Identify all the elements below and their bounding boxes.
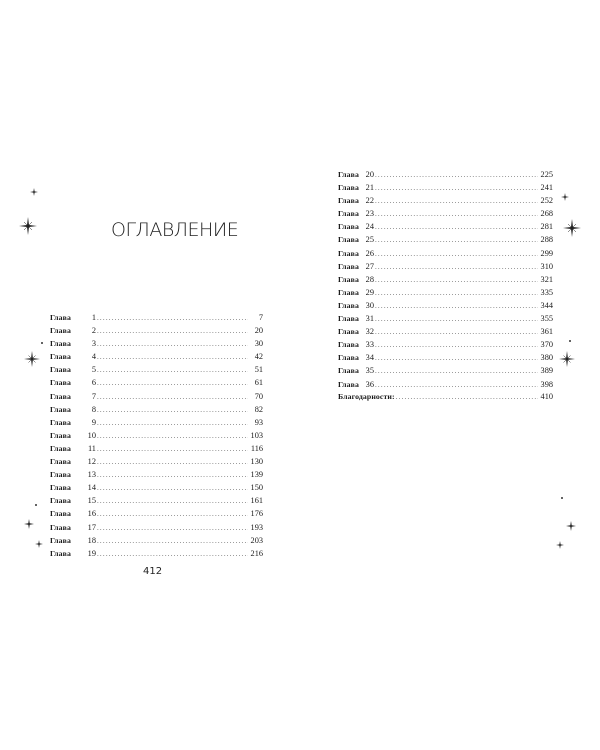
toc-entry-label: Глава [338,248,359,258]
toc-entry-label: Глава [50,535,71,545]
sparkle-icon [30,188,38,196]
toc-entry-label: Глава [338,209,359,219]
toc-entry-number: 32 [365,327,374,337]
toc-entry-number: 24 [365,222,374,232]
dot-ornament [41,342,43,344]
toc-entry [50,494,263,507]
toc-entry-page: 380 [540,353,553,363]
toc-entry-page: 268 [540,209,553,219]
dot-leader [97,312,248,325]
toc-entry-number: 21 [365,183,374,193]
toc-entry-page: 30 [254,339,263,349]
toc-entry-label: Глава [50,457,71,467]
dot-leader [97,482,248,495]
toc-entry-page: 335 [540,287,553,297]
toc-entry [50,403,263,416]
toc-entry-page: 355 [540,314,553,324]
toc-entry-label: Глава [338,235,359,245]
toc-entry-number: 3 [91,339,96,349]
toc-entry-number: 14 [87,483,96,493]
toc-entry [338,168,553,181]
toc-entry [50,376,263,389]
toc-entry [338,207,553,220]
toc-entry-page: 61 [254,378,263,388]
toc-entry-page: 216 [250,548,263,558]
dot-leader [97,443,248,456]
toc-entry [338,181,553,194]
dot-ornament [35,504,37,506]
toc-entry-label: Глава [50,339,71,349]
dot-leader [97,522,248,535]
toc-entry-label: Глава [338,327,359,337]
dot-leader [375,248,538,261]
dot-leader [375,339,538,352]
toc-entry-label: Глава [50,496,71,506]
toc-entry-number: 15 [87,496,96,506]
toc-entry [50,324,263,337]
sparkle-icon [561,193,569,201]
toc-entry-page: 299 [540,248,553,258]
toc-entry-page: 310 [540,261,553,271]
toc-entry-label: Благодарности: [338,392,395,401]
toc-entry [338,378,553,391]
dot-leader [97,495,248,508]
dot-leader [97,508,248,521]
toc-entry [50,455,263,468]
toc-entry-page: 70 [254,391,263,401]
dot-leader [375,221,538,234]
right-page [300,0,600,750]
toc-entry-label: Глава [338,314,359,324]
toc-entry-page: 241 [540,183,553,193]
toc-entry-page: 7 [258,313,263,322]
toc-entry-label: Глава [50,483,71,493]
dot-ornament [561,497,563,499]
toc-entry [50,363,263,376]
dot-leader [97,417,248,430]
toc-entry-number: 2 [91,326,96,336]
dot-leader [97,535,248,548]
toc-entry [338,351,553,364]
toc-entry-number: 17 [87,522,96,532]
sparkle-icon [24,351,40,367]
toc-entry [338,299,553,312]
toc-entry-number: 9 [91,417,96,427]
toc-entry [338,364,553,377]
page-number: 412 [143,566,163,577]
toc-entry-number: 18 [87,535,96,545]
toc-entry-label: Глава [50,548,71,558]
toc-entry-number: 22 [365,196,374,206]
toc-entry-number: 6 [91,378,96,388]
sparkle-icon [35,540,43,548]
toc-entry-page: 116 [250,443,263,453]
dot-leader [97,377,248,390]
dot-leader [375,234,538,247]
toc-entry [50,350,263,363]
dot-leader [97,548,248,561]
toc-entry-page: 370 [540,340,553,350]
toc-entry [338,338,553,351]
toc-entry-page: 103 [250,430,263,440]
toc-entry-page: 82 [254,404,263,414]
dot-leader [375,169,538,182]
dot-leader [97,351,248,364]
toc-entry-number: 11 [87,443,96,453]
toc-entry-page: 51 [254,365,263,375]
sparkle-icon [566,521,576,531]
toc-list-left [50,311,263,560]
toc-entry-number: 16 [87,509,96,519]
toc-entry [50,481,263,494]
sparkle-icon [559,351,575,367]
toc-entry-label: Глава [50,352,71,362]
toc-entry [50,468,263,481]
dot-leader [375,313,538,326]
toc-entry-number: 4 [91,352,96,362]
dot-leader [375,326,538,339]
toc-entry-page: 225 [540,170,553,179]
toc-entry-page: 281 [540,222,553,232]
toc-entry-number: 20 [365,170,374,179]
page-title: ОГЛАВЛЕНИЕ [111,219,239,241]
toc-entry-number: 19 [87,548,96,558]
toc-entry-label: Глава [50,522,71,532]
toc-entry-page: 344 [540,300,553,310]
toc-entry-label: Глава [338,340,359,350]
dot-leader [97,456,248,469]
toc-entry-page: 150 [250,483,263,493]
toc-entry-label: Глава [338,261,359,271]
toc-entry-label: Глава [50,430,71,440]
toc-entry-label: Глава [338,196,359,206]
toc-entry-number: 35 [365,366,374,376]
toc-entry-label: Глава [338,366,359,376]
sparkle-icon [24,519,34,529]
toc-entry-number: 7 [91,391,96,401]
toc-entry-number: 8 [91,404,96,414]
toc-entry-number: 29 [365,287,374,297]
toc-entry-page: 321 [540,274,553,284]
toc-entry [50,547,263,560]
toc-list-right [338,168,553,391]
toc-entry [50,311,263,324]
dot-leader [97,391,248,404]
toc-entry-page: 93 [254,417,263,427]
dot-leader [375,182,538,195]
toc-entry-number: 1 [91,313,96,322]
dot-leader [375,352,538,365]
toc-entry-number: 27 [365,261,374,271]
toc-entry-page: 20 [254,326,263,336]
toc-entry-label: Глава [338,379,359,389]
toc-entry-label: Глава [50,509,71,519]
sparkle-icon [19,217,37,235]
dot-leader [375,208,538,221]
toc-entry [50,507,263,520]
toc-entry [50,534,263,547]
toc-entry-number: 10 [87,430,96,440]
toc-entry-number: 12 [87,457,96,467]
dot-leader [97,404,248,417]
dot-ornament [569,340,571,342]
toc-entry-number: 13 [87,470,96,480]
toc-entry-page: 193 [250,522,263,532]
toc-entry-page: 42 [254,352,263,362]
toc-entry-page: 139 [250,470,263,480]
dot-leader [97,364,248,377]
toc-entry [338,325,553,338]
toc-entry-number: 28 [365,274,374,284]
toc-entry-label: Глава [50,326,71,336]
dot-leader [375,274,538,287]
dot-leader [375,261,538,274]
toc-entry-number: 36 [365,379,374,389]
toc-entry-label: Глава [338,222,359,232]
toc-entry [50,337,263,350]
toc-entry-number: 31 [365,314,374,324]
toc-entry-page: 288 [540,235,553,245]
toc-entry [50,390,263,403]
toc-entry-acknowledgements [338,390,553,403]
toc-entry-number: 5 [91,365,96,375]
toc-entry-number: 26 [365,248,374,258]
toc-entry-label: Глава [50,378,71,388]
dot-leader [97,430,248,443]
sparkle-icon [556,541,564,549]
toc-entry-label: Глава [338,274,359,284]
toc-entry-label: Глава [338,183,359,193]
dot-leader [375,287,538,300]
dot-leader [97,469,248,482]
toc-entry [338,233,553,246]
toc-entry [50,521,263,534]
toc-entry-page: 398 [540,379,553,389]
toc-entry [338,273,553,286]
toc-entry-label: Глава [50,417,71,427]
dot-leader [375,365,538,378]
dot-leader [375,195,538,208]
toc-entry-number: 23 [365,209,374,219]
toc-entry-label: Глава [50,404,71,414]
toc-entry-number: 30 [365,300,374,310]
toc-entry-page: 176 [250,509,263,519]
toc-entry [338,194,553,207]
toc-entry-page: 410 [540,392,553,401]
sparkle-icon [563,219,581,237]
toc-entry-page: 361 [540,327,553,337]
toc-entry-number: 25 [365,235,374,245]
toc-entry-page: 130 [250,457,263,467]
dot-leader [97,338,248,351]
toc-entry-label: Глава [50,470,71,480]
toc-entry-label: Глава [50,313,71,322]
toc-entry-label: Глава [50,365,71,375]
toc-entry [338,220,553,233]
toc-entry-label: Глава [338,287,359,297]
toc-entry-number: 33 [365,340,374,350]
toc-entry [338,260,553,273]
toc-entry-page: 252 [540,196,553,206]
toc-entry-label: Глава [50,443,71,453]
toc-entry-page: 389 [540,366,553,376]
toc-entry [50,442,263,455]
toc-entry [338,247,553,260]
toc-entry [50,429,263,442]
toc-entry-label: Глава [338,353,359,363]
toc-entry-label: Глава [338,300,359,310]
dot-leader [375,300,538,313]
dot-leader [396,391,538,404]
toc-entry-label: Глава [338,170,359,179]
toc-entry-page: 161 [250,496,263,506]
toc-entry-label: Глава [50,391,71,401]
dot-leader [97,325,248,338]
toc-entry-number: 34 [365,353,374,363]
toc-entry [338,286,553,299]
toc-entry [50,416,263,429]
toc-entry [338,312,553,325]
toc-entry-page: 203 [250,535,263,545]
